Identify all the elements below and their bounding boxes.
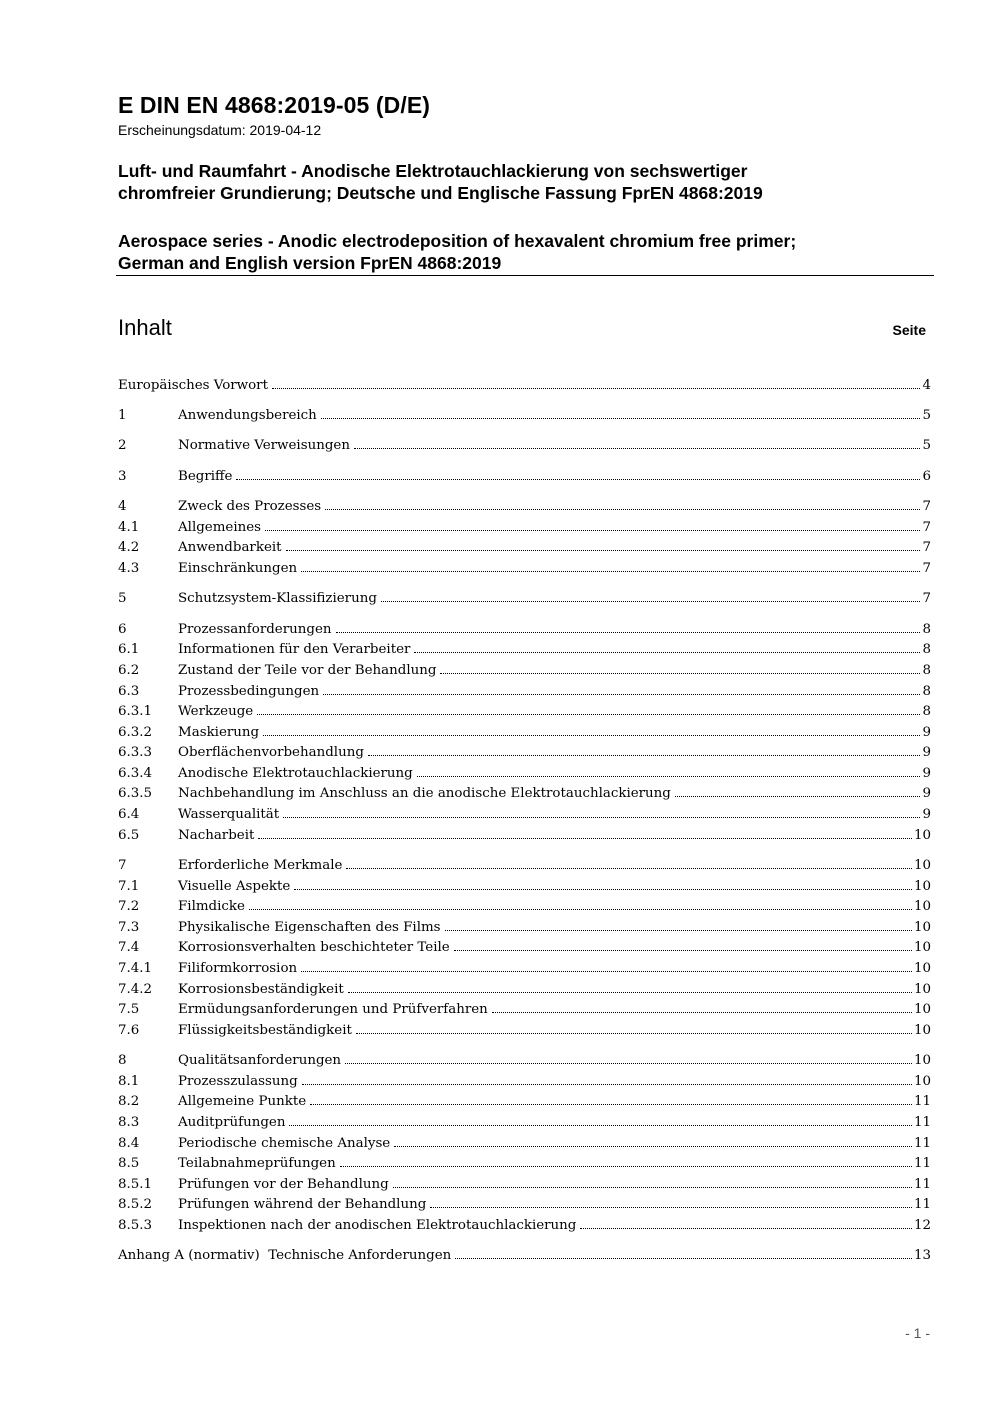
toc-entry-label: Qualitätsanforderungen: [178, 1053, 342, 1069]
toc-entry-label: Periodische chemische Analyse: [178, 1135, 391, 1151]
toc-entry-label: Nacharbeit: [178, 827, 255, 843]
toc-dot-leader: [263, 734, 920, 736]
toc-entry-page: 10: [913, 1002, 931, 1018]
toc-dot-leader: [301, 570, 920, 572]
toc-entry[interactable]: [118, 822, 931, 843]
toc-entry-number: 7.3: [118, 919, 140, 935]
toc-dot-leader: [346, 867, 912, 869]
toc-dot-leader: [354, 447, 921, 449]
toc-entry-page: 11: [913, 1156, 931, 1172]
toc-dot-leader: [454, 949, 912, 951]
toc-entry-number: 1: [118, 407, 127, 423]
toc-entry-number: 7: [118, 858, 127, 874]
toc-entry-label: Teilabnahmeprüfungen: [178, 1156, 336, 1172]
toc-entry[interactable]: [118, 852, 931, 873]
toc-entry[interactable]: [118, 997, 931, 1018]
subtitle-english-line: Aerospace series - Anodic electrodeposition of hexavalent chromium free primer;: [118, 231, 797, 251]
toc-dot-leader: [445, 929, 912, 931]
toc-entry-number: 6: [118, 621, 127, 637]
toc-entry-page: 10: [913, 919, 931, 935]
toc-entry[interactable]: [118, 678, 931, 699]
toc-entry[interactable]: [118, 1089, 931, 1110]
toc-entry-label: Prozessbedingungen: [178, 683, 320, 699]
toc-entry-number: 7.1: [118, 878, 140, 894]
toc-entry-page: 6: [922, 468, 931, 484]
toc-dot-leader: [325, 508, 920, 510]
toc-entry-label: Filiformkorrosion: [178, 961, 298, 977]
subtitle-english-line: German and English version FprEN 4868:2019: [118, 253, 502, 273]
toc-entry[interactable]: [118, 555, 931, 576]
toc-entry[interactable]: [118, 463, 931, 484]
toc-entry-page: 12: [913, 1217, 931, 1233]
toc-entry-page: 10: [913, 1022, 931, 1038]
toc-entry-page: 5: [922, 438, 931, 454]
toc-entry-label: Ermüdungsanforderungen und Prüfverfahren: [178, 1002, 488, 1018]
toc-dot-leader: [302, 1083, 912, 1085]
toc-entry-label: Korrosionsverhalten beschichteter Teile: [178, 940, 450, 956]
toc-entry[interactable]: [118, 699, 931, 720]
toc-entry-page: 9: [922, 724, 931, 740]
toc-entry-label: Zweck des Prozesses: [178, 499, 322, 515]
toc-entry-number: 6.2: [118, 662, 140, 678]
toc-entry-page: 9: [922, 765, 931, 781]
toc-entry[interactable]: [118, 955, 931, 976]
toc-entry-label: Physikalische Eigenschaften des Films: [178, 919, 441, 935]
subtitle-german-line: Luft- und Raumfahrt - Anodische Elektrotauchlackierung von sechswertiger: [118, 161, 748, 181]
toc-entry-label: Informationen für den Verarbeiter: [178, 642, 411, 658]
toc-entry[interactable]: [118, 719, 931, 740]
toc-entry[interactable]: [118, 1192, 931, 1213]
toc-entry[interactable]: [118, 760, 931, 781]
toc-entry-page: 7: [922, 540, 931, 556]
toc-entry-number: 8.4: [118, 1135, 140, 1151]
toc-entry[interactable]: [118, 801, 931, 822]
toc-dot-leader: [414, 651, 920, 653]
header-divider: [116, 275, 934, 276]
toc-entry-label: Korrosionsbeständigkeit: [178, 981, 344, 997]
toc-dot-leader: [265, 529, 920, 531]
toc-entry-label: Anwendbarkeit: [178, 540, 282, 556]
toc-entry-label: Erforderliche Merkmale: [178, 858, 343, 874]
toc-entry-page: 9: [922, 786, 931, 802]
toc-dot-leader: [258, 837, 912, 839]
toc-entry-page: 10: [913, 1073, 931, 1089]
toc-dot-leader: [323, 693, 920, 695]
toc-entry-label: Auditprüfungen: [178, 1114, 286, 1130]
toc-dot-leader: [236, 478, 920, 480]
toc-entry-page: 5: [922, 407, 931, 423]
toc-entry-number: 8.3: [118, 1114, 140, 1130]
toc-entry-number: 7.4.1: [118, 961, 153, 977]
toc-dot-leader: [417, 775, 921, 777]
toc-entry-page: 9: [922, 807, 931, 823]
toc-entry-number: 6.4: [118, 807, 140, 823]
toc-entry[interactable]: [118, 514, 931, 535]
toc-entry[interactable]: [118, 1243, 931, 1264]
toc-entry-number: 7.4: [118, 940, 140, 956]
toc-entry[interactable]: [118, 873, 931, 894]
toc-entry[interactable]: [118, 1171, 931, 1192]
toc-entry[interactable]: [118, 976, 931, 997]
toc-entry-page: 7: [922, 499, 931, 515]
toc-entry-number: 3: [118, 468, 127, 484]
toc-entry-label: Einschränkungen: [178, 560, 298, 576]
toc-page-column-label: Seite: [892, 322, 926, 338]
toc-entry-page: 8: [922, 662, 931, 678]
toc-entry[interactable]: [118, 616, 931, 637]
toc-entry-number: 4.1: [118, 519, 140, 535]
toc-entry-number: 4: [118, 499, 127, 515]
toc-dot-leader: [430, 1206, 912, 1208]
toc-entry-number: 7.5: [118, 1002, 140, 1018]
toc-dot-leader: [283, 816, 920, 818]
toc-heading: Inhalt: [118, 315, 172, 340]
toc-dot-leader: [440, 672, 920, 674]
toc-entry-label: Zustand der Teile vor der Behandlung: [178, 662, 437, 678]
toc-entry-number: 6.3: [118, 683, 140, 699]
toc-entry-page: 10: [913, 878, 931, 894]
toc-dot-leader: [381, 600, 921, 602]
toc-entry-label: Werkzeuge: [178, 704, 254, 720]
toc-entry-number: 8.5.2: [118, 1197, 153, 1213]
document-title: E DIN EN 4868:2019-05 (D/E): [118, 92, 431, 118]
toc-entry-number: 6.5: [118, 827, 140, 843]
toc-dot-leader: [368, 754, 921, 756]
toc-entry-page: 11: [913, 1197, 931, 1213]
toc-entry-page: 11: [913, 1135, 931, 1151]
toc-dot-leader: [394, 1145, 912, 1147]
toc-entry-page: 10: [913, 940, 931, 956]
toc-entry-page: 4: [922, 377, 931, 393]
toc-entry-label: Normative Verweisungen: [178, 438, 350, 454]
toc-entry-page: 8: [922, 642, 931, 658]
toc-entry-page: 10: [913, 858, 931, 874]
toc-entry-number: 8.1: [118, 1073, 140, 1089]
toc-entry-label: Wasserqualität: [178, 807, 280, 823]
toc-dot-leader: [345, 1062, 912, 1064]
toc-entry-label: Oberflächenvorbehandlung: [178, 745, 364, 761]
toc-entry-label: Prozesszulassung: [178, 1073, 298, 1089]
toc-entry[interactable]: [118, 740, 931, 761]
toc-dot-leader: [393, 1186, 912, 1188]
toc-entry-page: 8: [922, 683, 931, 699]
subtitle-german-line: chromfreier Grundierung; Deutsche und Englische Fassung FprEN 4868:2019: [118, 183, 763, 203]
toc-entry-number: 6.3.1: [118, 704, 153, 720]
subtitle-english: [118, 230, 918, 274]
toc-entry[interactable]: [118, 1130, 931, 1151]
toc-entry-number: 8.2: [118, 1094, 140, 1110]
toc-entry[interactable]: [118, 1017, 931, 1038]
toc-entry-label: Visuelle Aspekte: [178, 878, 291, 894]
toc-dot-leader: [272, 387, 921, 389]
toc-entry-label: Anhang A (normativ) Technische Anforderungen: [118, 1248, 452, 1264]
toc-entry-page: 7: [922, 560, 931, 576]
toc-dot-leader: [675, 795, 921, 797]
toc-entry-label: Schutzsystem-Klassifizierung: [178, 591, 377, 607]
toc-entry[interactable]: [118, 1068, 931, 1089]
toc-entry[interactable]: [118, 402, 931, 423]
toc-entry-number: 8.5.1: [118, 1176, 153, 1192]
toc-entry[interactable]: [118, 372, 931, 393]
toc-dot-leader: [257, 713, 920, 715]
toc-dot-leader: [340, 1165, 912, 1167]
toc-entry[interactable]: [118, 494, 931, 515]
toc-entry-page: 10: [913, 961, 931, 977]
toc-entry[interactable]: [118, 1109, 931, 1130]
toc-entry-label: Anwendungsbereich: [178, 407, 317, 423]
toc-dot-leader: [321, 417, 921, 419]
toc-dot-leader: [310, 1103, 912, 1105]
toc-entry[interactable]: [118, 657, 931, 678]
toc-entry-page: 11: [913, 1094, 931, 1110]
toc-entry-number: 4.3: [118, 560, 140, 576]
toc-entry[interactable]: [118, 1151, 931, 1172]
toc-dot-leader: [301, 970, 912, 972]
toc-entry-page: 11: [913, 1176, 931, 1192]
toc-entry-label: Allgemeine Punkte: [178, 1094, 307, 1110]
toc-entry-page: 7: [922, 519, 931, 535]
toc-entry-page: 13: [913, 1248, 931, 1264]
toc-dot-leader: [348, 991, 912, 993]
toc-entry-page: 7: [922, 591, 931, 607]
toc-entry-number: 8: [118, 1053, 127, 1069]
toc-entry-number: 7.2: [118, 899, 140, 915]
toc-entry-number: 8.5: [118, 1156, 140, 1172]
toc-entry-label: Flüssigkeitsbeständigkeit: [178, 1022, 352, 1038]
toc-entry-number: 6.1: [118, 642, 140, 658]
toc-entry-page: 11: [913, 1114, 931, 1130]
toc-entry-label: Maskierung: [178, 724, 260, 740]
publication-date: Erscheinungsdatum: 2019-04-12: [118, 122, 322, 138]
toc-entry-label: Begriffe: [178, 468, 233, 484]
toc-entry-label: Filmdicke: [178, 899, 245, 915]
toc-entry-number: 6.3.3: [118, 745, 153, 761]
toc-entry-page: 10: [913, 827, 931, 843]
toc-dot-leader: [356, 1032, 912, 1034]
toc-entry-label: Europäisches Vorwort: [118, 377, 268, 393]
subtitle-german: [118, 160, 918, 204]
toc-entry-page: 8: [922, 621, 931, 637]
toc-entry[interactable]: [118, 535, 931, 556]
toc-entry[interactable]: [118, 781, 931, 802]
toc-entry-label: Prüfungen vor der Behandlung: [178, 1176, 389, 1192]
toc-entry-page: 9: [922, 745, 931, 761]
toc-dot-leader: [249, 908, 912, 910]
toc-entry-number: 7.6: [118, 1022, 140, 1038]
toc-entry[interactable]: [118, 637, 931, 658]
toc-dot-leader: [289, 1124, 912, 1126]
toc-entry-label: Inspektionen nach der anodischen Elektrotauchlackierung: [178, 1217, 577, 1233]
toc-entry-number: 2: [118, 438, 127, 454]
toc-dot-leader: [336, 631, 921, 633]
toc-entry[interactable]: [118, 914, 931, 935]
toc-entry[interactable]: [118, 433, 931, 454]
toc-dot-leader: [492, 1011, 912, 1013]
toc-entry[interactable]: [118, 1048, 931, 1069]
toc-dot-leader: [294, 888, 912, 890]
toc-entry-label: Anodische Elektrotauchlackierung: [178, 765, 413, 781]
toc-entry-label: Prozessanforderungen: [178, 621, 332, 637]
toc-entry-page: 10: [913, 981, 931, 997]
table-of-contents: [118, 372, 931, 1263]
toc-entry-number: 6.3.4: [118, 765, 153, 781]
toc-entry[interactable]: [118, 894, 931, 915]
toc-entry-page: 10: [913, 1053, 931, 1069]
toc-entry-number: 6.3.2: [118, 724, 153, 740]
toc-dot-leader: [580, 1227, 912, 1229]
toc-dot-leader: [455, 1257, 912, 1259]
page-number: - 1 -: [905, 1325, 930, 1341]
toc-entry-number: 4.2: [118, 540, 140, 556]
toc-entry[interactable]: [118, 586, 931, 607]
toc-entry-label: Prüfungen während der Behandlung: [178, 1197, 427, 1213]
toc-entry-number: 7.4.2: [118, 981, 153, 997]
toc-entry-page: 8: [922, 704, 931, 720]
toc-entry-label: Nachbehandlung im Anschluss an die anodische Elektrotauchlackierung: [178, 786, 671, 802]
toc-entry-page: 10: [913, 899, 931, 915]
toc-entry[interactable]: [118, 1212, 931, 1233]
toc-entry-number: 6.3.5: [118, 786, 153, 802]
toc-dot-leader: [286, 549, 921, 551]
toc-entry-label: Allgemeines: [178, 519, 262, 535]
toc-entry[interactable]: [118, 935, 931, 956]
toc-entry-number: 5: [118, 591, 127, 607]
toc-entry-number: 8.5.3: [118, 1217, 153, 1233]
